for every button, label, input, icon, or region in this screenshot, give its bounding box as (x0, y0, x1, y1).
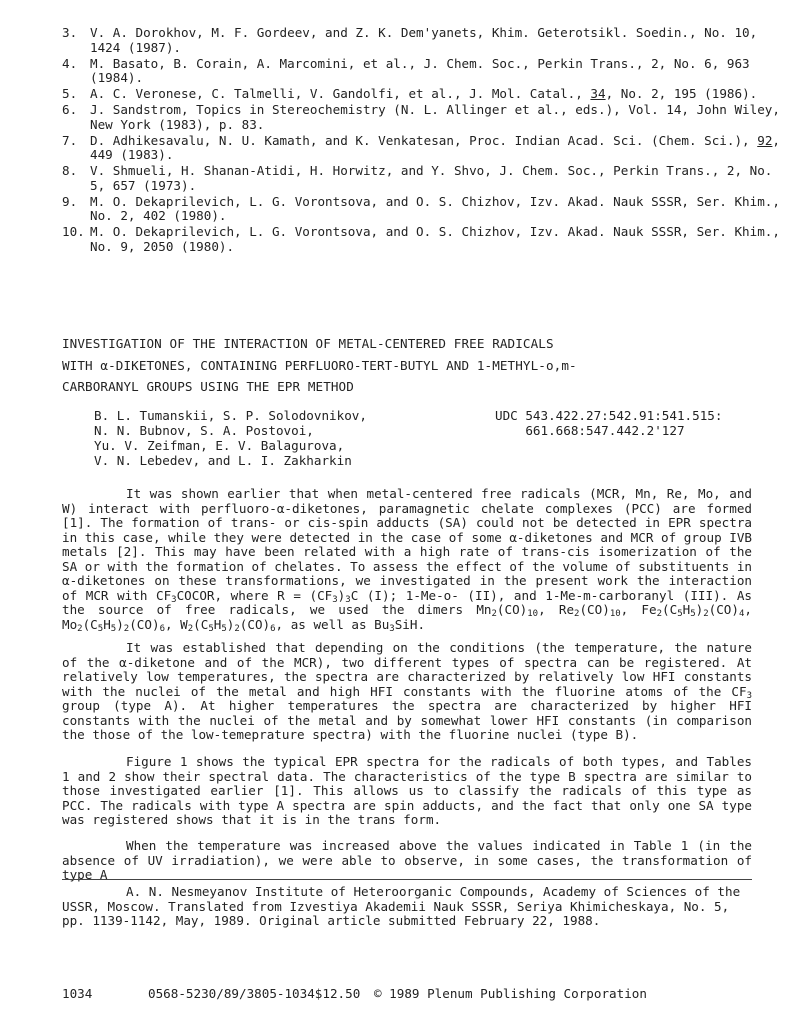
footnote-divider (62, 879, 752, 880)
title-line: CARBORANYL GROUPS USING THE EPR METHOD (62, 379, 354, 394)
body-paragraph-2: It was established that depending on the conditions (the temperature, the nature of the α-diketone and of the MCR), two different types of spectra can be registered. At relatively low temperatures, the spectra are characterized by relatively low HFI constants with the nuclei of the metal and high HFI constants with the fluorine atoms of the $CF_3$ group (type A). At higher temperatures the spectra are characterized by higher HFI constants with the nuclei of the metal and by somewhat lower HFI constants (in comparison the those of the low-temeprature spectra) with the fluorine nuclei (type B). (62, 640, 752, 742)
title-line: INVESTIGATION OF THE INTERACTION OF METAL-CENTERED FREE RADICALS (62, 336, 554, 351)
udc-line: 661.668:547.442.2'127 (495, 423, 685, 438)
author-line: N. N. Bubnov, S. A. Postovoi, (94, 423, 314, 438)
reference-item: 9. M. O. Dekaprilevich, L. G. Vorontsova, and O. S. Chizhov, Izv. Akad. Nauk SSSR, Ser. Khim., No. 2, 402 (1980). (62, 193, 780, 223)
reference-item: 8. V. Shmueli, H. Shanan-Atidi, H. Horwitz, and Y. Shvo, J. Chem. Soc., Perkin Trans., 2, No. 5, 657 (1973). (62, 163, 773, 193)
body-paragraph-3: Figure 1 shows the typical EPR spectra for the radicals of both types, and Tables 1 and 2 show their spectral data. The characteristics of the type B spectra are similar to those investigated earlier [1]. This allows us to classify the radicals of this type as PCC. The radicals with type A spectra are spin adducts, and the fact that only one SA type was registered shows that it is in the trans form. (62, 754, 752, 827)
author-line: B. L. Tumanskii, S. P. Solodovnikov, (94, 408, 367, 423)
author-line: V. N. Lebedev, and L. I. Zakharkin (94, 453, 352, 468)
article-title (62, 337, 782, 402)
page-number: 1034 (62, 986, 93, 1001)
reference-item: 10. M. O. Dekaprilevich, L. G. Vorontsova, and O. S. Chizhov, Izv. Akad. Nauk SSSR, Ser. Khim., No. 9, 2050 (1980). (62, 224, 780, 254)
author-line: Yu. V. Zeifman, E. V. Balagurova, (94, 438, 345, 453)
author-list (94, 409, 484, 469)
footnote: A. N. Nesmeyanov Institute of Heteroorganic Compounds, Academy of Sciences of the USSR, Moscow. Translated from Izvestiya Akademii Nauk SSSR, Seriya Khimicheskaya, No. 5, pp. 1139-1142, May, 1989. Original article submitted February 22, 1988. (62, 884, 741, 928)
reference-item: 7. D. Adhikesavalu, N. U. Kamath, and K. Venkatesan, Proc. Indian Acad. Sci. (Chem. Sci.), 92, 449 (1983). (62, 132, 780, 162)
udc-code (495, 409, 795, 439)
volume-number: 34 (590, 86, 606, 101)
article-code: 0568-5230/89/3805-1034$12.50 (148, 986, 361, 1001)
reference-item: 4. M. Basato, B. Corain, A. Marcomini, et al., J. Chem. Soc., Perkin Trans., 2, No. 6, 963 (1984). (62, 55, 750, 85)
title-line: WITH α-DIKETONES, CONTAINING PERFLUORO-TERT-BUTYL AND 1-METHYL-o,m- (62, 357, 577, 373)
reference-item: 3. V. A. Dorokhov, M. F. Gordeev, and Z. K. Dem'yanets, Khim. Geterotsikl. Soedin., No. 10, 1424 (1987). (62, 25, 758, 55)
reference-item: 5. A. C. Veronese, C. Talmelli, V. Gandolfi, et al., J. Mol. Catal., 34, No. 2, 195 (1986). (62, 86, 758, 101)
reference-list (62, 26, 792, 256)
body-paragraph-1: It was shown earlier that when metal-centered free radicals (MCR, Mn, Re, Mo, and W) interact with perfluoro-α-diketones, paramagnetic chelate complexes (PCC) are formed [1]. The formation of trans- or cis-spin adducts (SA) could not be detected in EPR spectra in this case, while they were detected in the case of some α-diketones and MCR of group IVB metals [2]. This may have been related with a high rate of trans-cis isomerization of the SA or with the formation of chelates. To assess the effect of the volume of substituents in α-diketones on these transformations, we investigated in the present work the interaction of MCR with $CF_3COCOR$, where $R = (CF_3)_3C$ (I); 1-Me-o- (II), and 1-Me-m-carboranyl (III). As the source of free radicals, we used the dimers $Mn_2(CO)_{10}$, $Re_2(CO)_{10}$, $Fe_2(C_5H_5)_2(CO)_4$, $Mo_2(C_5H_5)_2(CO)_6$, $W_2(C_5H_5)_2(CO)_6$, as well as $Bu_3SiH$. (62, 486, 752, 634)
body-paragraph-4: When the temperature was increased above the values indicated in Table 1 (in the absence of UV irradiation), we were able to observe, in some cases, the transformation of type A (62, 838, 752, 882)
volume-number: 92 (757, 132, 773, 148)
udc-line: UDC 543.422.27:542.91:541.515: (495, 408, 723, 423)
reference-item: 6. J. Sandstrom, Topics in Stereochemistry (N. L. Allinger et al., eds.), Vol. 14, John Wiley, New York (1983), p. 83. (62, 102, 780, 132)
copyright-notice: © 1989 Plenum Publishing Corporation (374, 986, 647, 1001)
